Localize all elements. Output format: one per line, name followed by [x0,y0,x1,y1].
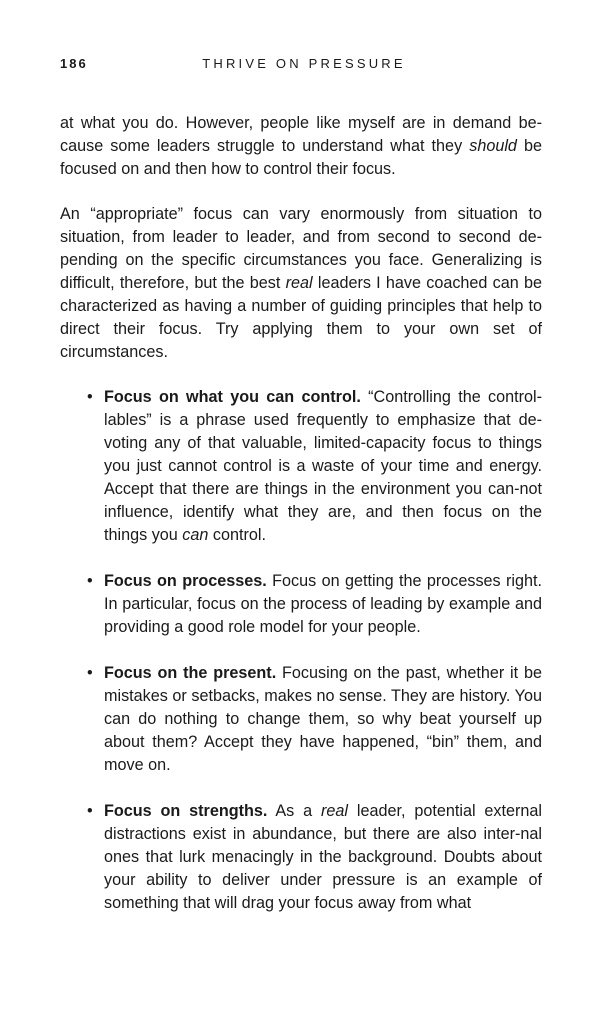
emphasis-text: real [321,802,349,820]
text-run: be focused on and then how to control their focus. [60,137,542,178]
text-run: An “appropriate” focus can vary enormously from situation to situation, from leader to leader, and from second to second de-pending on the specific circumstances you face. Generalizing is difficult, therefore, but the best [60,205,542,292]
text-run: leaders I have coached can be characterized as having a number of guiding principles that help to direct their focus. Try applying them to your own set of circumstances. [60,274,542,361]
paragraph [60,112,542,181]
text-run: Focus on getting the processes right. In particular, focus on the process of leading by example and providing a good role model for your people. [104,572,542,636]
bullet-icon: • [87,572,93,590]
item-heading: Focus on the present. [104,664,277,682]
paragraph [60,203,542,364]
running-head: THRIVE ON PRESSURE [202,56,406,71]
emphasis-text: can [182,526,209,544]
body-text [60,112,542,938]
emphasis-text: real [285,274,313,292]
list-item [60,570,542,639]
text-run: “Controlling the control-lables” is a phrase used frequently to emphasize that de-voting any of that valuable, limited-capacity focus to things you just cannot control is a waste of your time and energy. Accept that there are things in the environment you can-not influence, identify what they are, and then focus on the things you [104,388,542,544]
list-item [60,800,542,915]
principles-list [60,386,542,915]
text-run: leader, potential external distractions exist in abundance, but there are also inter-nal ones that lurk menacingly in the background. Doubts about your ability to deliver under pressure is an example of something that will drag your focus away from what [104,802,542,912]
text-run: Focusing on the past, whether it be mistakes or setbacks, makes no sense. They are history. You can do nothing to change them, so why beat yourself up about them? Accept they have happened, “bin” them, and move on. [104,664,542,774]
item-heading: Focus on processes. [104,572,267,590]
bullet-icon: • [87,664,93,682]
page-number: 186 [60,56,88,71]
list-item [60,662,542,777]
text-run: control. [208,526,266,544]
bullet-icon: • [87,802,93,820]
emphasis-text: should [469,137,517,155]
page-header [60,56,540,76]
item-heading: Focus on strengths. [104,802,268,820]
text-run: As a [267,802,322,820]
bullet-icon: • [87,388,93,406]
text-run: at what you do. However, people like myself are in demand be-cause some leaders struggle to understand what they [60,114,542,155]
item-heading: Focus on what you can control. [104,388,361,406]
list-item [60,386,542,547]
